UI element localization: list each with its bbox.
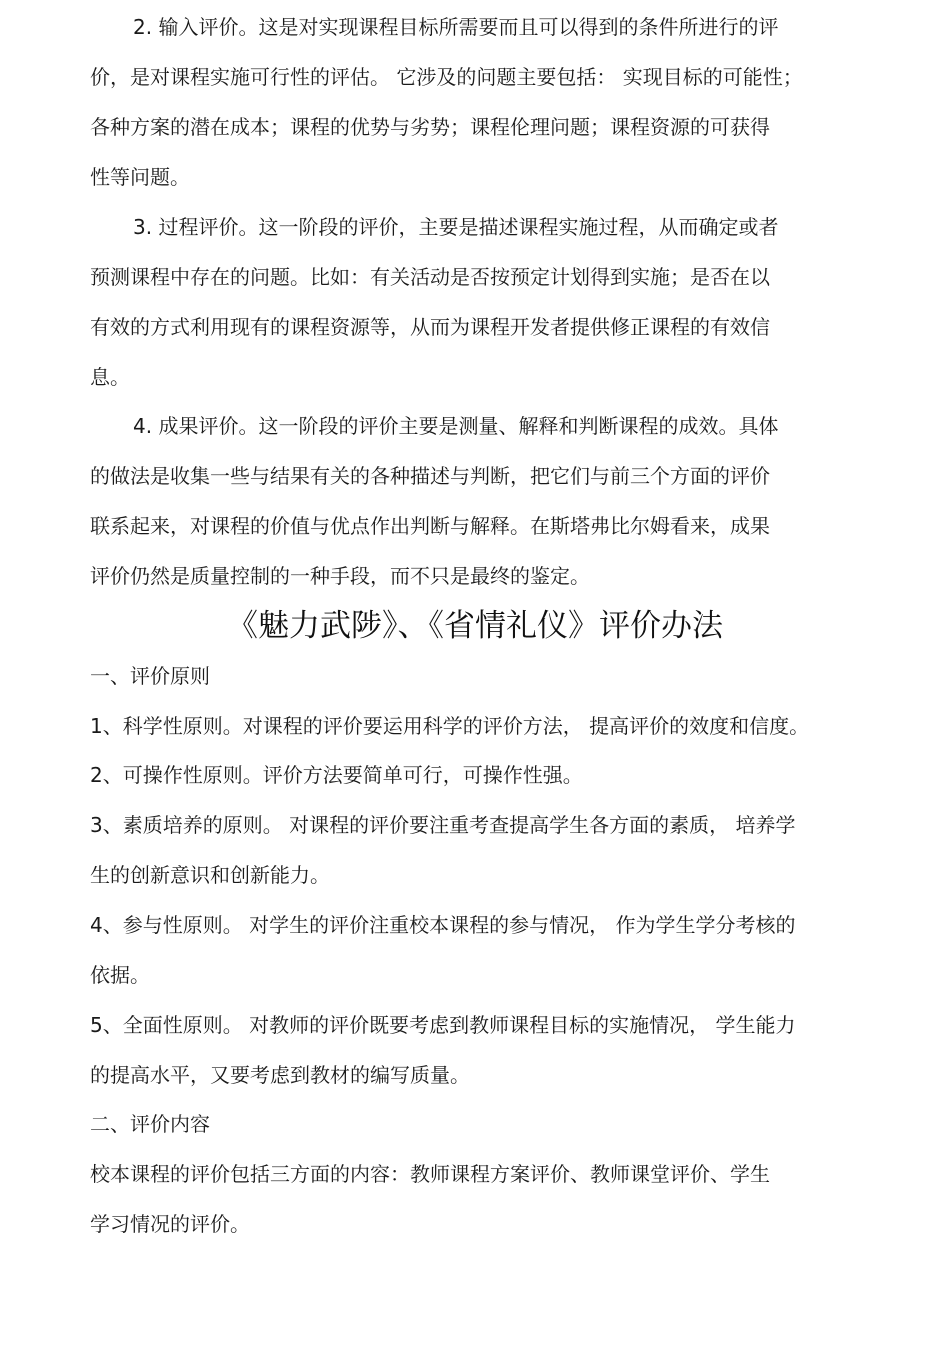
- paragraph-outcome-evaluation-line-2: 的做法是收集一些与结果有关的各种描述与判断，把它们与前三个方面的评价: [90, 464, 770, 488]
- section-heading-principles: 一、评价原则: [90, 664, 210, 688]
- document-title: 《魅力武陟》、《省情礼仪》评价办法: [227, 608, 723, 644]
- section-heading-content: 二、评价内容: [90, 1112, 210, 1136]
- principle-line-4: 生的创新意识和创新能力。: [90, 863, 330, 887]
- content-line-2: 学习情况的评价。: [90, 1212, 250, 1236]
- paragraph-process-evaluation-line-3: 有效的方式利用现有的课程资源等，从而为课程开发者提供修正课程的有效信: [90, 315, 770, 339]
- paragraph-process-evaluation-line-4: 息。: [90, 365, 130, 389]
- principle-line-1: 1、科学性原则。对课程的评价要运用科学的评价方法， 提高评价的效度和信度。: [90, 714, 810, 738]
- principle-line-5: 4、参与性原则。 对学生的评价注重校本课程的参与情况， 作为学生学分考核的: [90, 913, 796, 937]
- principle-line-8: 的提高水平，又要考虑到教材的编写质量。: [90, 1063, 470, 1087]
- paragraph-input-evaluation-line-2: 价，是对课程实施可行性的评估。 它涉及的问题主要包括： 实现目标的可能性；: [90, 65, 803, 89]
- paragraph-outcome-evaluation-line-1: 4. 成果评价。这一阶段的评价主要是测量、解释和判断课程的成效。具体: [133, 414, 779, 438]
- paragraph-outcome-evaluation-line-4: 评价仍然是质量控制的一种手段，而不只是最终的鉴定。: [90, 564, 590, 588]
- principle-line-7: 5、全面性原则。 对教师的评价既要考虑到教师课程目标的实施情况， 学生能力: [90, 1013, 796, 1037]
- paragraph-input-evaluation-line-3: 各种方案的潜在成本；课程的优势与劣势；课程伦理问题；课程资源的可获得: [90, 115, 770, 139]
- principle-line-3: 3、素质培养的原则。 对课程的评价要注重考查提高学生各方面的素质， 培养学: [90, 813, 796, 837]
- paragraph-process-evaluation-line-1: 3. 过程评价。这一阶段的评价，主要是描述课程实施过程，从而确定或者: [133, 215, 779, 239]
- paragraph-input-evaluation-line-4: 性等问题。: [90, 165, 190, 189]
- content-line-1: 校本课程的评价包括三方面的内容：教师课程方案评价、教师课堂评价、学生: [90, 1162, 770, 1186]
- principle-line-6: 依据。: [90, 963, 150, 987]
- paragraph-outcome-evaluation-line-3: 联系起来，对课程的价值与优点作出判断与解释。在斯塔弗比尔姆看来，成果: [90, 514, 770, 538]
- paragraph-process-evaluation-line-2: 预测课程中存在的问题。比如：有关活动是否按预定计划得到实施；是否在以: [90, 265, 770, 289]
- principle-line-2: 2、可操作性原则。评价方法要简单可行，可操作性强。: [90, 763, 583, 787]
- paragraph-input-evaluation-line-1: 2. 输入评价。这是对实现课程目标所需要而且可以得到的条件所进行的评: [133, 15, 779, 39]
